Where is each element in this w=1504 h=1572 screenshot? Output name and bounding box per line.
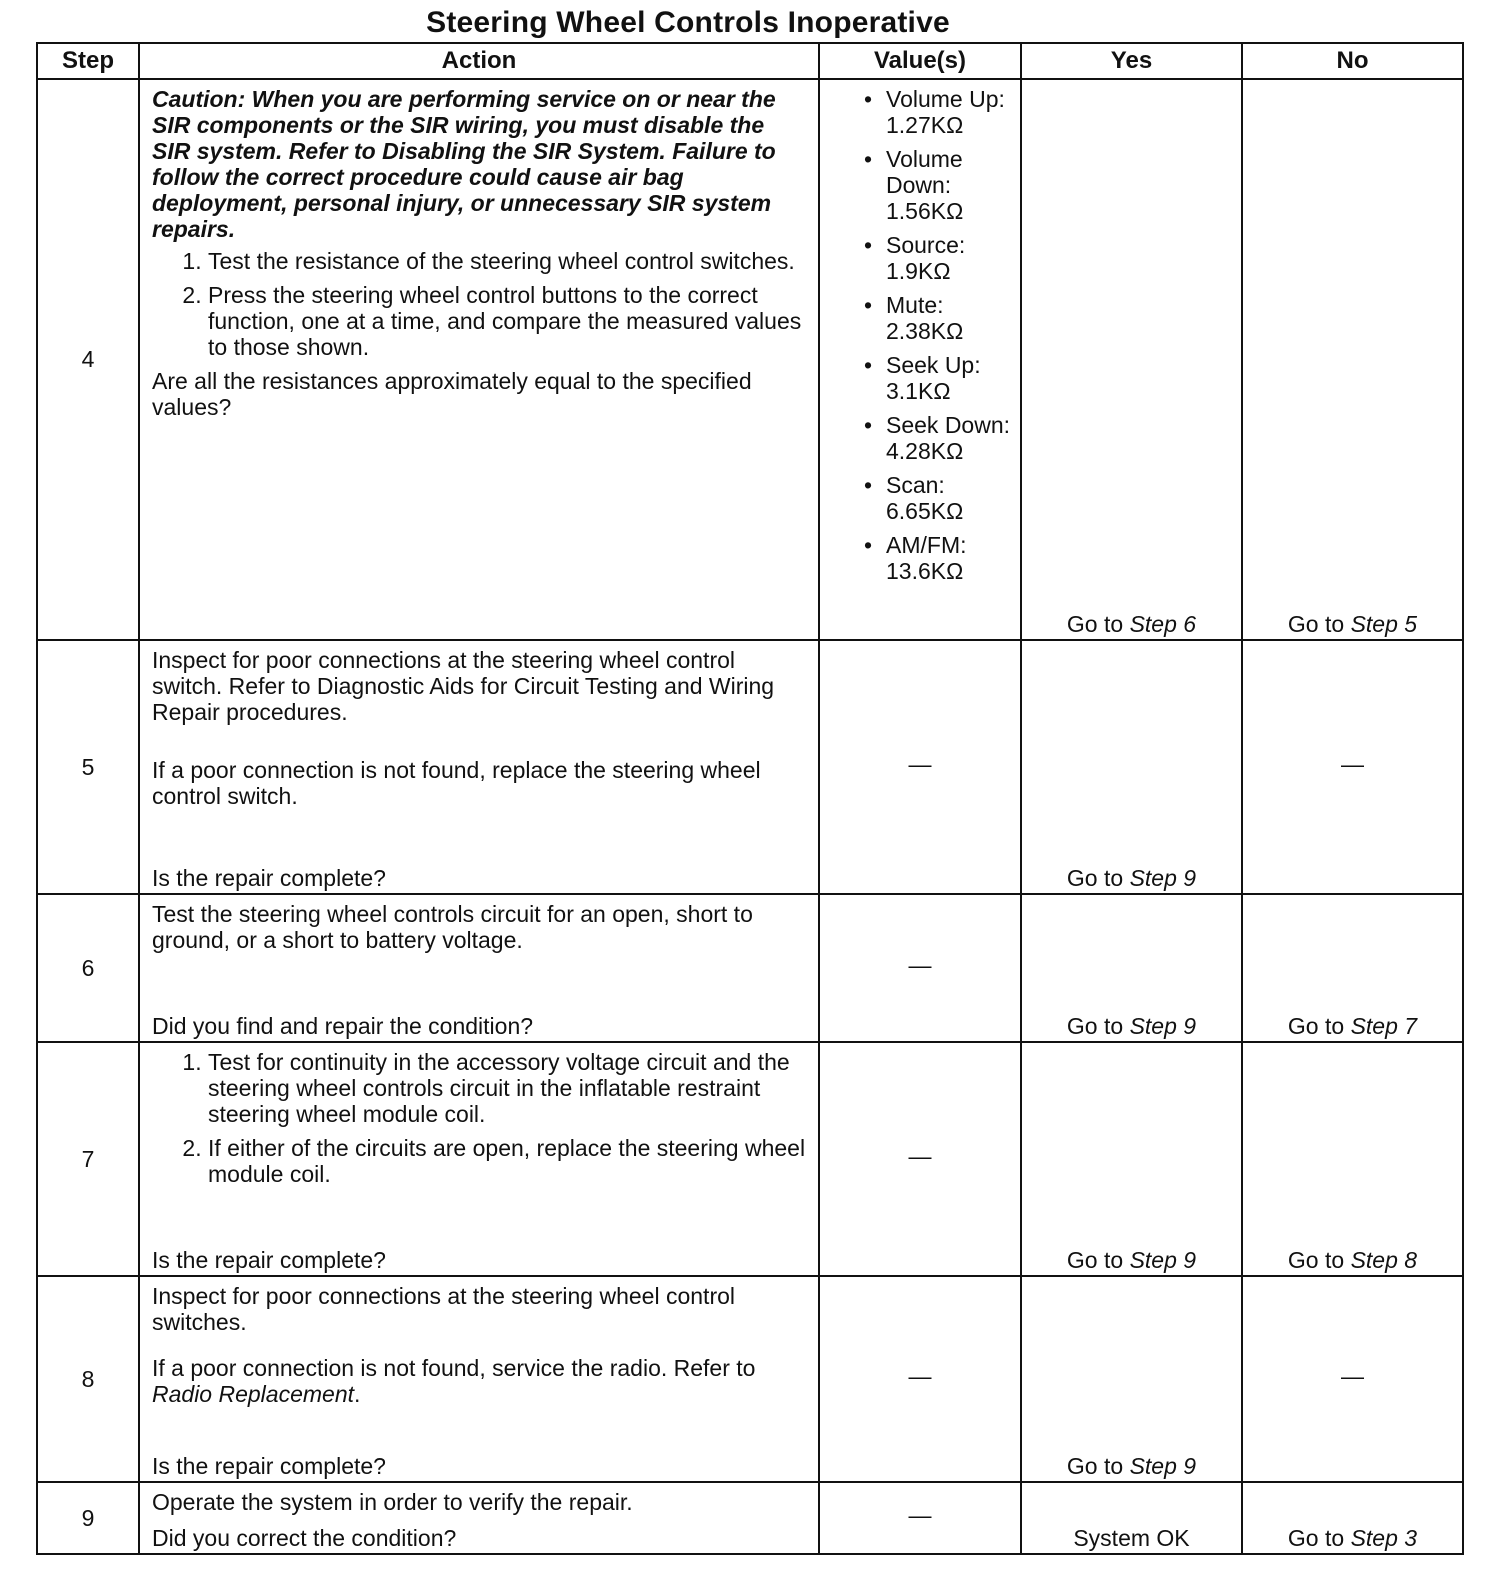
values-cell	[819, 1276, 1021, 1482]
action-step: 2. Press the steering wheel control buttons to the correct function, one at a time, and compare the measured values to those shown.	[208, 282, 808, 360]
action-text: Operate the system in order to verify the repair.	[152, 1489, 633, 1515]
action-cell	[139, 1276, 819, 1482]
yes-goto: Go to Step 9	[1066, 1247, 1197, 1273]
question-text: Is the repair complete?	[152, 865, 386, 891]
question-text: Is the repair complete?	[152, 1453, 386, 1479]
action-cell	[139, 1482, 819, 1554]
step-number: 8	[37, 1276, 139, 1482]
action-text: Inspect for poor connections at the steering wheel control switches.	[152, 1283, 736, 1335]
table-row-step-9	[37, 1482, 1463, 1554]
question-text: Did you correct the condition?	[152, 1525, 457, 1551]
header-no: No	[1242, 43, 1463, 79]
resistance-item: • AM/FM: 13.6KΩ	[886, 532, 1020, 584]
table-row-step-6	[37, 894, 1463, 1042]
action-cell	[139, 640, 819, 894]
action-cell	[139, 79, 819, 640]
yes-result: System OK	[1073, 1525, 1190, 1551]
resistance-item: • Volume Up: 1.27KΩ	[886, 86, 1020, 138]
table-row-step-7	[37, 1042, 1463, 1276]
action-text: If a poor connection is not found, replace the steering wheel control switch.	[152, 757, 761, 809]
no-goto: Go to Step 5	[1287, 611, 1418, 637]
no-cell	[1242, 894, 1463, 1042]
action-cell	[139, 894, 819, 1042]
step-number: 5	[37, 640, 139, 894]
values-cell	[819, 894, 1021, 1042]
no-cell	[1242, 640, 1463, 894]
yes-cell	[1021, 894, 1242, 1042]
no-dash: —	[1341, 750, 1364, 777]
resistance-item: • Scan: 6.65KΩ	[886, 472, 1020, 524]
value-dash: —	[908, 1501, 932, 1528]
no-goto: Go to Step 3	[1287, 1525, 1418, 1551]
table-row-step-8	[37, 1276, 1463, 1482]
header-yes: Yes	[1021, 43, 1242, 79]
no-goto: Go to Step 7	[1287, 1013, 1418, 1039]
question-text: Did you find and repair the condition?	[152, 1013, 534, 1039]
no-cell	[1242, 1276, 1463, 1482]
no-cell	[1242, 1482, 1463, 1554]
action-text: If a poor connection is not found, service the radio. Refer to Radio Replacement.	[152, 1355, 756, 1407]
step-number: 7	[37, 1042, 139, 1276]
question-text: Is the repair complete?	[152, 1247, 386, 1273]
action-steps	[152, 1049, 808, 1187]
resistance-item: • Mute: 2.38KΩ	[886, 292, 1020, 344]
values-cell	[819, 79, 1021, 640]
no-cell	[1242, 1042, 1463, 1276]
action-step: 2. If either of the circuits are open, replace the steering wheel module coil.	[208, 1135, 808, 1187]
no-dash: —	[1341, 1362, 1364, 1389]
resistance-item: • Seek Down: 4.28KΩ	[886, 412, 1020, 464]
yes-cell	[1021, 1482, 1242, 1554]
action-step: 1. Test the resistance of the steering wheel control switches.	[208, 248, 808, 274]
resistance-item: • Seek Up: 3.1KΩ	[886, 352, 1020, 404]
yes-cell	[1021, 640, 1242, 894]
no-cell	[1242, 79, 1463, 640]
yes-cell	[1021, 1276, 1242, 1482]
header-values: Value(s)	[819, 43, 1021, 79]
value-dash: —	[908, 1142, 932, 1169]
action-step: 1. Test for continuity in the accessory voltage circuit and the steering wheel controls circuit in the inflatable restraint steering wheel module coil.	[208, 1049, 808, 1127]
yes-goto: Go to Step 9	[1066, 865, 1197, 891]
yes-goto: Go to Step 9	[1066, 1453, 1197, 1479]
action-text: Test the steering wheel controls circuit for an open, short to ground, or a short to battery voltage.	[152, 901, 753, 953]
table-row-step-4	[37, 79, 1463, 640]
resistance-item: • Volume Down: 1.56KΩ	[886, 146, 1020, 224]
caution-text: Caution: When you are performing service on or near the SIR components or the SIR wiring, you must disable the SIR system. Refer to Disabling the SIR System. Failure to follow the correct procedure could cause air bag deployment, personal injury, or unnecessary SIR system repairs.	[152, 86, 776, 242]
no-goto: Go to Step 8	[1287, 1247, 1418, 1273]
header-step: Step	[37, 43, 139, 79]
table-row-step-5	[37, 640, 1463, 894]
action-steps	[152, 248, 808, 360]
radio-replacement-ref: Radio Replacement	[152, 1381, 355, 1407]
value-dash: —	[908, 1362, 932, 1389]
step-number: 9	[37, 1482, 139, 1554]
resistance-item: • Source: 1.9KΩ	[886, 232, 1020, 284]
values-cell	[819, 1482, 1021, 1554]
action-text: Inspect for poor connections at the steering wheel control switch. Refer to Diagnostic Aids for Circuit Testing and Wiring Repair procedures.	[152, 647, 775, 725]
values-cell	[819, 640, 1021, 894]
page-title: Steering Wheel Controls Inoperative	[426, 6, 950, 39]
value-dash: —	[908, 951, 932, 978]
resistance-list	[820, 80, 1020, 584]
yes-goto: Go to Step 6	[1066, 611, 1197, 637]
values-cell	[819, 1042, 1021, 1276]
yes-cell	[1021, 79, 1242, 640]
action-cell	[139, 1042, 819, 1276]
yes-goto: Go to Step 9	[1066, 1013, 1197, 1039]
value-dash: —	[908, 750, 932, 777]
diagnostic-table	[36, 42, 1464, 1555]
question-text: Are all the resistances approximately equal to the specified values?	[152, 368, 752, 420]
header-row	[37, 43, 1463, 79]
yes-cell	[1021, 1042, 1242, 1276]
step-number: 6	[37, 894, 139, 1042]
step-number: 4	[37, 79, 139, 640]
header-action: Action	[139, 43, 819, 79]
